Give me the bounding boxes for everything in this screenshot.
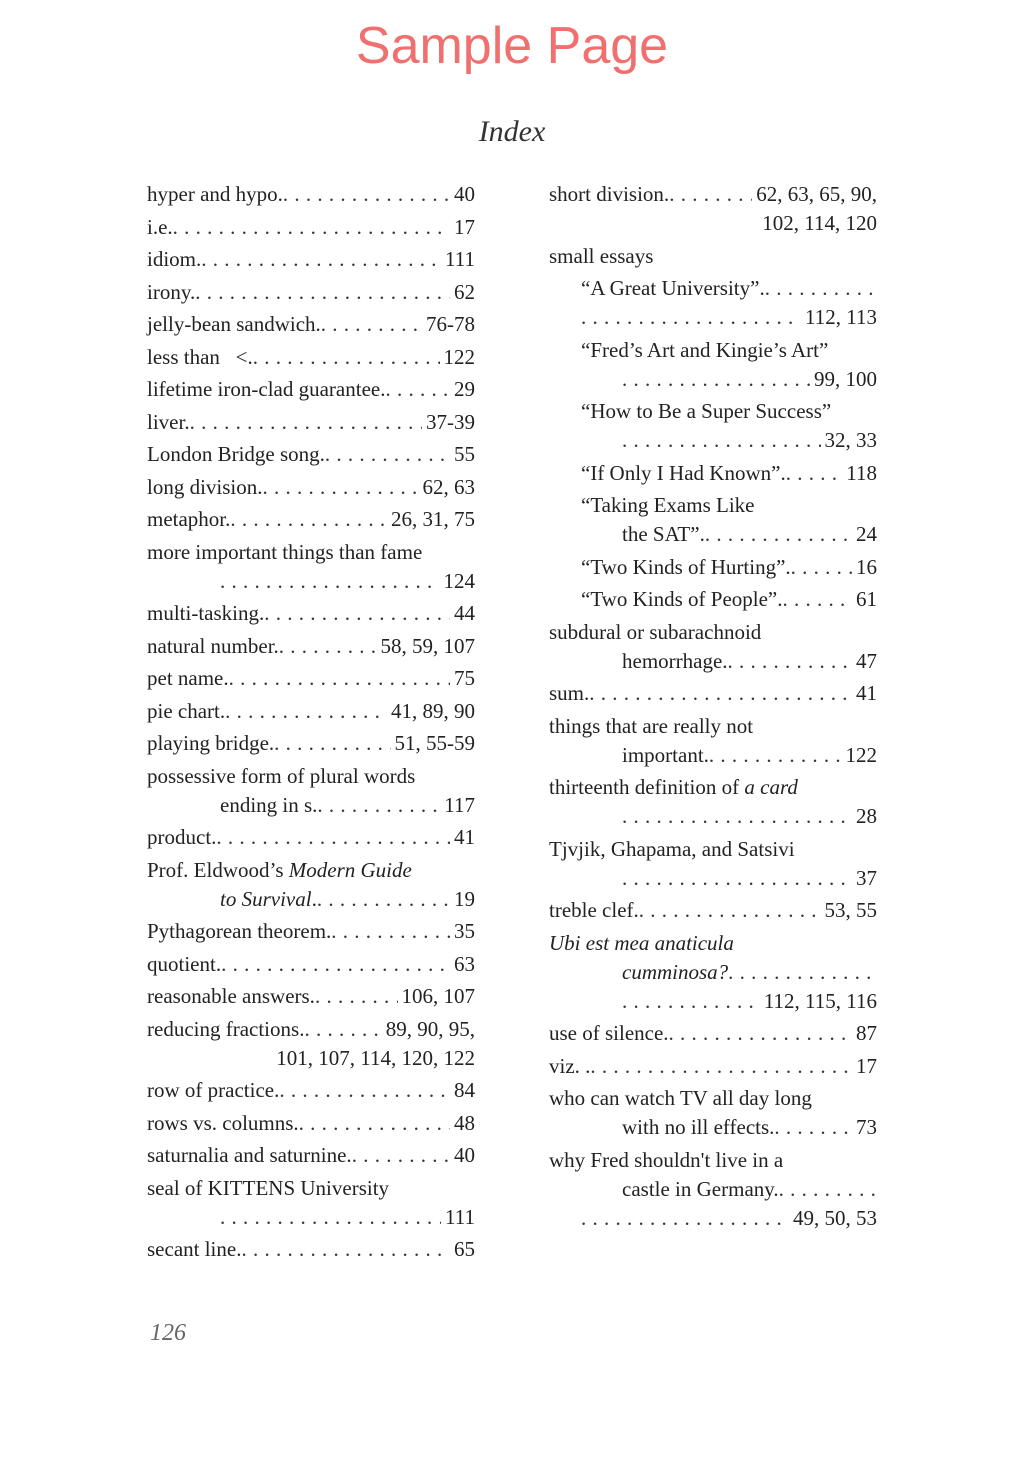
index-subentry [549,459,877,488]
entry-term: “Two Kinds of Hurting”. [581,554,791,579]
entry-term: saturnalia and saturnine. [147,1143,352,1167]
entry-term: thirteenth definition of [549,775,745,799]
leader-dots [622,864,852,893]
entry-term: “Taking Exams Like [581,493,755,517]
index-entry [549,242,877,271]
leader-dots [220,1203,441,1232]
entry-term: pie chart. [147,698,226,723]
sample-page-watermark: Sample Page [355,17,669,75]
entry-term: things that are really not [549,713,754,738]
index-entry [147,729,475,758]
index-entry [147,632,475,661]
entry-term: rows vs. columns. [147,1110,299,1135]
leader-dots [791,553,852,582]
index-entry [147,856,475,914]
entry-pages: 111 [445,247,475,271]
entry-pages: 37 [856,865,877,890]
entry-term: Pythagorean theorem. [147,919,332,943]
entry-term: i.e. [147,214,173,239]
entry-pages: 117 [444,792,475,817]
leader-dots [190,408,422,437]
index-entry [147,762,475,820]
leader-dots [331,917,450,946]
entry-pages: 17 [856,1053,877,1078]
index-entry [147,1235,475,1264]
entry-term: secant line. [147,1237,242,1261]
leader-dots [173,213,450,242]
entry-pages: 122 [443,344,475,369]
leader-dots [325,440,450,469]
index-entry [147,982,475,1011]
leader-dots [352,1141,450,1170]
entry-term-continued: important. [622,742,709,767]
entry-pages: 44 [454,601,475,625]
entry-pages: 122 [845,742,877,767]
entry-term: seal of KITTENS University [147,1175,390,1200]
entry-term: irony. [147,279,196,304]
entry-pages: 51, 55-59 [394,731,475,755]
index-entry [147,950,475,979]
entry-pages: 87 [856,1021,877,1045]
index-entry [549,180,877,238]
index-entry [147,505,475,534]
leader-dots [705,520,852,549]
index-entry [147,599,475,628]
index-entry [147,1141,475,1170]
entry-term: quotient. [147,951,222,976]
entry-pages: 53, 55 [824,898,877,922]
index-entry [549,1019,877,1048]
index-subentry [549,553,877,582]
entry-pages: 35 [454,919,475,943]
entry-term: playing bridge. [147,731,275,755]
entry-term-period: . [311,886,317,911]
leader-dots [622,802,852,831]
leader-dots [241,1235,450,1264]
index-entry [147,408,475,437]
leader-dots [639,896,821,925]
entry-term: “Fred’s Art and Kingie’s Art” [581,337,829,362]
entry-pages: 47 [856,648,877,673]
leader-dots [590,1052,852,1081]
index-entry [549,929,877,1016]
index-entry [147,1174,475,1232]
entry-term-italic: a card [744,775,798,799]
entry-pages: 19 [454,886,475,911]
entry-term: product. [147,825,217,849]
leader-dots [783,585,853,614]
index-entry [147,213,475,242]
leader-dots [315,982,398,1011]
index-entry [147,1076,475,1105]
leader-dots [321,310,422,339]
leader-dots [728,958,877,987]
entry-term: “How to Be a Super Success” [581,399,832,423]
entry-term: London Bridge song. [147,442,325,466]
index-entry [549,618,877,676]
leader-dots [225,697,387,726]
leader-dots [728,647,852,676]
entry-pages: 16 [856,554,877,579]
entry-pages: 61 [856,587,877,611]
entry-term-continued: the SAT”. [622,522,705,546]
index-entry [147,440,475,469]
index-entry [549,1146,877,1233]
entry-term: subdural or subarachnoid [549,619,762,644]
entry-term: multi-tasking. [147,601,265,625]
entry-pages: 40 [454,1143,475,1167]
leader-dots [201,245,441,274]
entry-term: pet name. [147,666,229,690]
entry-pages: 32, 33 [824,428,877,452]
entry-term: jelly-bean sandwich. [147,312,321,336]
index-entry [147,375,475,404]
leader-dots [589,679,852,708]
entry-term: possessive form of plural words [147,763,416,788]
entry-pages: 24 [856,522,877,546]
leader-dots [279,1076,450,1105]
leader-dots [622,987,760,1016]
leader-dots [779,1175,877,1204]
entry-term-continued: cumminosa? [622,959,729,984]
index-entry [147,343,475,372]
index-entry [549,896,877,925]
entry-pages: 106, 107 [401,984,475,1008]
entry-term-continued: hemorrhage. [622,648,728,673]
entry-term: natural number. [147,633,279,658]
entry-term-continued: with no ill effects. [622,1115,775,1139]
page-number: 126 [150,1320,186,1346]
leader-dots [279,632,377,661]
leader-dots [581,1204,789,1233]
entry-term: lifetime iron-clad guarantee. [147,377,386,401]
entry-term: use of silence. [549,1021,669,1045]
leader-dots [216,823,450,852]
entry-pages-continued: 102, 114, 120 [762,211,877,235]
entry-pages: 55 [454,442,475,466]
entry-pages: 26, 31, 75 [391,507,475,531]
index-entry [147,310,475,339]
entry-term-continued: ending in s. [220,792,318,817]
entry-pages: 41, 89, 90 [391,698,475,723]
leader-dots [221,950,450,979]
entry-pages: 62 [454,279,475,304]
leader-dots [317,791,440,820]
leader-dots [264,599,450,628]
entry-pages: 112, 115, 116 [763,988,877,1013]
index-right-column [549,180,877,1236]
entry-pages: 111 [445,1204,475,1229]
leader-dots [263,473,419,502]
index-entry [147,473,475,502]
index-entry [549,773,877,831]
entry-pages: 89, 90, 95, [385,1016,475,1041]
index-entry [147,538,475,596]
entry-term: “Two Kinds of People”. [581,587,783,611]
index-subentry [549,274,877,332]
entry-pages: 124 [443,568,475,593]
index-entry [147,697,475,726]
index-entry [549,712,877,770]
index-entry [549,1052,877,1081]
entry-term-italic: Modern Guide [288,857,412,882]
leader-dots [230,505,387,534]
entry-pages: 28 [856,804,877,828]
index-title: Index [478,115,546,148]
leader-dots [299,1109,450,1138]
entry-term: “If Only I Had Known”. [581,460,786,485]
leader-dots [774,1113,852,1142]
entry-pages: 63 [454,951,475,976]
index-entry [147,278,475,307]
entry-term: “A Great University”. [581,276,765,300]
leader-dots [581,303,801,332]
leader-dots [622,365,810,394]
entry-term: Tjvjik, Ghapama, and Satsivi [549,836,795,861]
entry-pages: 84 [454,1078,475,1102]
entry-term: short division. [549,182,670,206]
index-subentry [549,491,877,549]
entry-term: more important things than fame [147,539,423,564]
entry-pages: 29 [454,377,475,401]
entry-pages: 75 [454,666,475,690]
leader-dots [274,729,390,758]
entry-pages: 17 [454,214,475,239]
leader-dots [709,741,842,770]
entry-pages: 118 [846,460,877,485]
entry-pages: 41 [856,681,877,705]
leader-dots [253,343,440,372]
entry-pages: 62, 63 [422,474,475,499]
entry-term: treble clef. [549,898,639,922]
leader-dots [283,180,450,209]
entry-term: Ubi est mea anaticula [549,930,734,955]
leader-dots [669,180,752,209]
leader-dots [786,459,843,488]
entry-term-continued: castle in Germany. [622,1176,779,1201]
entry-pages: 73 [856,1115,877,1139]
entry-term: metaphor. [147,507,231,531]
entry-term: Prof. Eldwood’s [147,857,289,882]
leader-dots [669,1019,852,1048]
entry-pages: 99, 100 [814,366,877,391]
leader-dots [317,885,450,914]
index-entry [147,245,475,274]
entry-term: less than <. [147,344,253,369]
entry-pages: 48 [454,1110,475,1135]
entry-pages: 62, 63, 65, 90, [756,182,877,206]
index-entry [147,1109,475,1138]
entry-term: small essays [549,243,654,268]
entry-term: why Fred shouldn't live in a [549,1147,784,1172]
leader-dots [195,278,450,307]
index-entry [147,823,475,852]
index-left-column [147,180,475,1268]
index-entry [147,180,475,209]
entry-term: liver. [147,409,190,434]
entry-pages-continued: 101, 107, 114, 120, 122 [276,1045,475,1070]
entry-pages: 37-39 [426,409,475,434]
entry-term: sum. [549,681,590,705]
entry-pages: 49, 50, 53 [793,1205,877,1230]
index-entry [549,835,877,893]
leader-dots [622,426,821,455]
index-entry [147,1015,475,1073]
entry-pages: 40 [454,182,475,206]
index-entry [549,1084,877,1142]
entry-term: who can watch TV all day long [549,1086,812,1110]
entry-term: row of practice. [147,1078,280,1102]
index-subentry [549,336,877,394]
entry-pages: 58, 59, 107 [380,633,475,658]
leader-dots [220,567,440,596]
entry-term: viz. . [549,1053,591,1078]
leader-dots [229,664,450,693]
entry-term: reducing fractions. [147,1016,305,1041]
leader-dots [385,375,450,404]
index-entry [549,679,877,708]
entry-term: idiom. [147,247,202,271]
entry-pages: 41 [454,825,475,849]
entry-term: long division. [147,474,263,499]
index-subentry [549,397,877,455]
index-entry [147,917,475,946]
index-entry [147,664,475,693]
entry-pages: 65 [454,1237,475,1261]
entry-pages: 112, 113 [805,305,877,329]
entry-term-continued: to Survival [220,886,312,911]
entry-term: hyper and hypo. [147,182,283,206]
entry-term: reasonable answers. [147,984,315,1008]
leader-dots [304,1015,381,1044]
leader-dots [765,274,877,303]
index-subentry [549,585,877,614]
entry-pages: 76-78 [426,312,475,336]
